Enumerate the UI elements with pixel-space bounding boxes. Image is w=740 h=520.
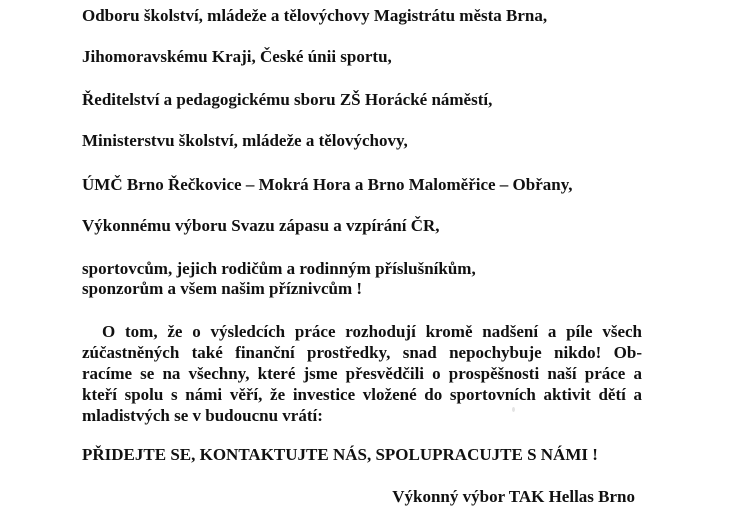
paragraph-line: racíme se na všechny, které jsme přesvědčili o prospěšnosti naší práce a [82,364,642,383]
paragraph-line: zúčastněných také finanční prostředky, snad nepochybuje nikdo! Ob- [82,343,642,362]
recipient-line: Ministerstvu školství, mládeže a tělovýchovy, [82,131,408,150]
paragraph-line: mladistvých se v budoucnu vrátí: [82,406,323,425]
recipient-line: sportovcům, jejich rodičům a rodinným příslušníkům, [82,259,476,278]
recipient-line: ÚMČ Brno Řečkovice – Mokrá Hora a Brno Maloměřice – Obřany, [82,175,573,194]
recipient-line: Výkonnému výboru Svazu zápasu a vzpírání ČR, [82,216,440,235]
recipient-line: Jihomoravskému Kraji, České únii sportu, [82,47,392,66]
signature: Výkonný výbor TAK Hellas Brno [392,487,635,506]
body-paragraph [82,321,642,426]
paragraph-line: O tom, že o výsledcích práce rozhodují kromě nadšení a píle všech [102,322,642,341]
call-to-action: PŘIDEJTE SE, KONTAKTUJTE NÁS, SPOLUPRACUJTE S NÁMI ! [82,445,598,464]
scan-speck [512,407,515,412]
paragraph-line: kteří spolu s námi věří, že investice vložené do sportovních aktivit dětí a [82,385,642,404]
recipient-line: sponzorům a všem našim příznivcům ! [82,279,363,298]
recipient-line: Ředitelství a pedagogickému sboru ZŠ Horácké náměstí, [82,90,493,109]
recipient-line: Odboru školství, mládeže a tělovýchovy Magistrátu města Brna, [82,6,548,25]
